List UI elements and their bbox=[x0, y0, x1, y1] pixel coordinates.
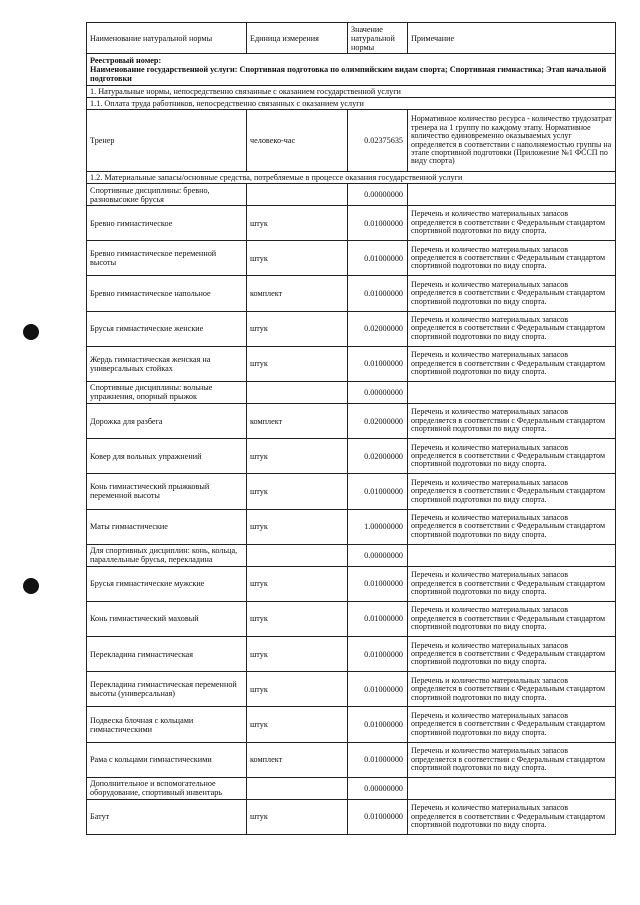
item-row bbox=[87, 601, 616, 636]
item-name: Бревно гимнастическое переменной высоты bbox=[87, 241, 247, 276]
item-note: Перечень и количество материальных запасов определяется в соответствии с Федеральным стандартом спортивной подготовки по виду спорта. bbox=[408, 403, 616, 438]
header-value: Значение натуральной нормы bbox=[348, 23, 408, 54]
item-name: Дорожка для разбега bbox=[87, 403, 247, 438]
item-name: Батут bbox=[87, 799, 247, 834]
item-value: 0.01000000 bbox=[348, 206, 408, 241]
header-name: Наименование натуральной нормы bbox=[87, 23, 247, 54]
item-name: Ковер для вольных упражнений bbox=[87, 439, 247, 474]
item-note: Перечень и количество материальных запасов определяется в соответствии с Федеральным стандартом спортивной подготовки по виду спорта. bbox=[408, 241, 616, 276]
item-row bbox=[87, 707, 616, 742]
service-cell bbox=[87, 54, 616, 86]
service-row bbox=[87, 54, 616, 86]
item-name: Спортивные дисциплины: бревно, разновысокие брусья bbox=[87, 184, 247, 206]
section-row bbox=[87, 86, 616, 98]
item-row bbox=[87, 439, 616, 474]
item-unit bbox=[247, 381, 348, 403]
trainer-note: Нормативное количество ресурса - количество трудозатрат тренера на 1 группу по каждому этапу. Нормативное количество единовременно оказываемых услуг определяется в соответствии с наполняемостью группы на этапе спортивной подготовки (Приложение №1 ФССП по виду спорта) bbox=[408, 110, 616, 172]
item-unit: комплект bbox=[247, 276, 348, 311]
item-name: Спортивные дисциплины: вольные упражнения, опорный прыжок bbox=[87, 381, 247, 403]
trainer-name: Тренер bbox=[87, 110, 247, 172]
item-note: Перечень и количество материальных запасов определяется в соответствии с Федеральным стандартом спортивной подготовки по виду спорта. bbox=[408, 799, 616, 834]
item-unit: штук bbox=[247, 439, 348, 474]
item-value: 0.02000000 bbox=[348, 311, 408, 346]
binder-hole bbox=[23, 578, 39, 594]
section-1-1: 1.1. Оплата труда работников, непосредственно связанных с оказанием услуги bbox=[87, 98, 616, 110]
item-name: Брусья гимнастические женские bbox=[87, 311, 247, 346]
item-value: 0.01000000 bbox=[348, 601, 408, 636]
section-row bbox=[87, 98, 616, 110]
item-note: Перечень и количество материальных запасов определяется в соответствии с Федеральным стандартом спортивной подготовки по виду спорта. bbox=[408, 346, 616, 381]
item-name: Перекладина гимнастическая переменной высоты (универсальная) bbox=[87, 672, 247, 707]
item-note bbox=[408, 544, 616, 566]
registry-label: Реестровый номер: bbox=[90, 56, 162, 65]
item-unit: штук bbox=[247, 206, 348, 241]
item-unit: штук bbox=[247, 799, 348, 834]
item-name: Маты гимнастические bbox=[87, 509, 247, 544]
item-row bbox=[87, 311, 616, 346]
item-note: Перечень и количество материальных запасов определяется в соответствии с Федеральным стандартом спортивной подготовки по виду спорта. bbox=[408, 672, 616, 707]
item-unit bbox=[247, 184, 348, 206]
item-value: 0.00000000 bbox=[348, 381, 408, 403]
item-name: Жердь гимнастическая женская на универсальных стойках bbox=[87, 346, 247, 381]
item-unit: штук bbox=[247, 241, 348, 276]
group-row bbox=[87, 381, 616, 403]
item-value: 0.01000000 bbox=[348, 799, 408, 834]
item-value: 0.01000000 bbox=[348, 566, 408, 601]
item-note: Перечень и количество материальных запасов определяется в соответствии с Федеральным стандартом спортивной подготовки по виду спорта. bbox=[408, 439, 616, 474]
item-value: 0.01000000 bbox=[348, 241, 408, 276]
item-name: Конь гимнастический прыжковый переменной высоты bbox=[87, 474, 247, 509]
item-note: Перечень и количество материальных запасов определяется в соответствии с Федеральным стандартом спортивной подготовки по виду спорта. bbox=[408, 311, 616, 346]
item-unit: штук bbox=[247, 474, 348, 509]
item-note: Перечень и количество материальных запасов определяется в соответствии с Федеральным стандартом спортивной подготовки по виду спорта. bbox=[408, 637, 616, 672]
item-value: 1.00000000 bbox=[348, 509, 408, 544]
item-note: Перечень и количество материальных запасов определяется в соответствии с Федеральным стандартом спортивной подготовки по виду спорта. bbox=[408, 474, 616, 509]
item-unit: штук bbox=[247, 601, 348, 636]
item-value: 0.01000000 bbox=[348, 707, 408, 742]
item-name: Брусья гимнастические мужские bbox=[87, 566, 247, 601]
section-1: 1. Натуральные нормы, непосредственно связанные с оказанием государственной услуги bbox=[87, 86, 616, 98]
item-row bbox=[87, 403, 616, 438]
item-unit: штук bbox=[247, 672, 348, 707]
group-row bbox=[87, 777, 616, 799]
item-name: Бревно гимнастическое напольное bbox=[87, 276, 247, 311]
item-value: 0.01000000 bbox=[348, 742, 408, 777]
item-unit: штук bbox=[247, 346, 348, 381]
group-row bbox=[87, 544, 616, 566]
trainer-value: 0.02375635 bbox=[348, 110, 408, 172]
item-name: Дополнительное и вспомогательное оборудование, спортивный инвентарь bbox=[87, 777, 247, 799]
section-row bbox=[87, 172, 616, 184]
item-unit: комплект bbox=[247, 742, 348, 777]
item-row bbox=[87, 799, 616, 834]
item-name: Подвеска блочная с кольцами гимнастическими bbox=[87, 707, 247, 742]
item-unit: штук bbox=[247, 509, 348, 544]
group-row bbox=[87, 184, 616, 206]
item-row bbox=[87, 742, 616, 777]
item-note: Перечень и количество материальных запасов определяется в соответствии с Федеральным стандартом спортивной подготовки по виду спорта. bbox=[408, 601, 616, 636]
header-note: Примечание bbox=[408, 23, 616, 54]
item-note bbox=[408, 777, 616, 799]
item-row bbox=[87, 474, 616, 509]
item-note: Перечень и количество материальных запасов определяется в соответствии с Федеральным стандартом спортивной подготовки по виду спорта. bbox=[408, 206, 616, 241]
item-value: 0.01000000 bbox=[348, 672, 408, 707]
item-row bbox=[87, 276, 616, 311]
item-note: Перечень и количество материальных запасов определяется в соответствии с Федеральным стандартом спортивной подготовки по виду спорта. bbox=[408, 566, 616, 601]
item-name: Конь гимнастический маховый bbox=[87, 601, 247, 636]
item-value: 0.02000000 bbox=[348, 439, 408, 474]
item-name: Рама с кольцами гимнастическими bbox=[87, 742, 247, 777]
item-value: 0.02000000 bbox=[348, 403, 408, 438]
item-note: Перечень и количество материальных запасов определяется в соответствии с Федеральным стандартом спортивной подготовки по виду спорта. bbox=[408, 742, 616, 777]
trainer-unit: человеко-час bbox=[247, 110, 348, 172]
item-note bbox=[408, 381, 616, 403]
item-value: 0.01000000 bbox=[348, 637, 408, 672]
item-unit: штук bbox=[247, 311, 348, 346]
item-value: 0.00000000 bbox=[348, 184, 408, 206]
item-row bbox=[87, 637, 616, 672]
item-value: 0.01000000 bbox=[348, 346, 408, 381]
item-value: 0.01000000 bbox=[348, 276, 408, 311]
item-name: Бревно гимнастическое bbox=[87, 206, 247, 241]
item-row bbox=[87, 346, 616, 381]
table-header-row bbox=[87, 23, 616, 54]
item-name: Для спортивных дисциплин: конь, кольца, параллельные брусья, перекладина bbox=[87, 544, 247, 566]
item-unit: комплект bbox=[247, 403, 348, 438]
binder-hole bbox=[23, 324, 39, 340]
item-value: 0.00000000 bbox=[348, 777, 408, 799]
item-row bbox=[87, 241, 616, 276]
item-unit: штук bbox=[247, 637, 348, 672]
item-name: Перекладина гимнастическая bbox=[87, 637, 247, 672]
item-row bbox=[87, 566, 616, 601]
item-row bbox=[87, 206, 616, 241]
section-1-2: 1.2. Материальные запасы/основные средства, потребляемые в процессе оказания государственной услуги bbox=[87, 172, 616, 184]
norms-table bbox=[86, 22, 616, 835]
item-unit: штук bbox=[247, 566, 348, 601]
service-name: Наименование государственной услуги: Спортивная подготовка по олимпийским видам спорта; Спортивная гимнастика; Этап начальной подготовки bbox=[90, 65, 607, 83]
item-note: Перечень и количество материальных запасов определяется в соответствии с Федеральным стандартом спортивной подготовки по виду спорта. bbox=[408, 276, 616, 311]
item-row bbox=[87, 672, 616, 707]
item-unit: штук bbox=[247, 707, 348, 742]
item-value: 0.00000000 bbox=[348, 544, 408, 566]
item-unit bbox=[247, 777, 348, 799]
item-note bbox=[408, 184, 616, 206]
norms-table-page bbox=[86, 22, 615, 835]
trainer-row bbox=[87, 110, 616, 172]
item-note: Перечень и количество материальных запасов определяется в соответствии с Федеральным стандартом спортивной подготовки по виду спорта. bbox=[408, 509, 616, 544]
header-unit: Единица измерения bbox=[247, 23, 348, 54]
item-value: 0.01000000 bbox=[348, 474, 408, 509]
item-row bbox=[87, 509, 616, 544]
item-unit bbox=[247, 544, 348, 566]
item-note: Перечень и количество материальных запасов определяется в соответствии с Федеральным стандартом спортивной подготовки по виду спорта. bbox=[408, 707, 616, 742]
